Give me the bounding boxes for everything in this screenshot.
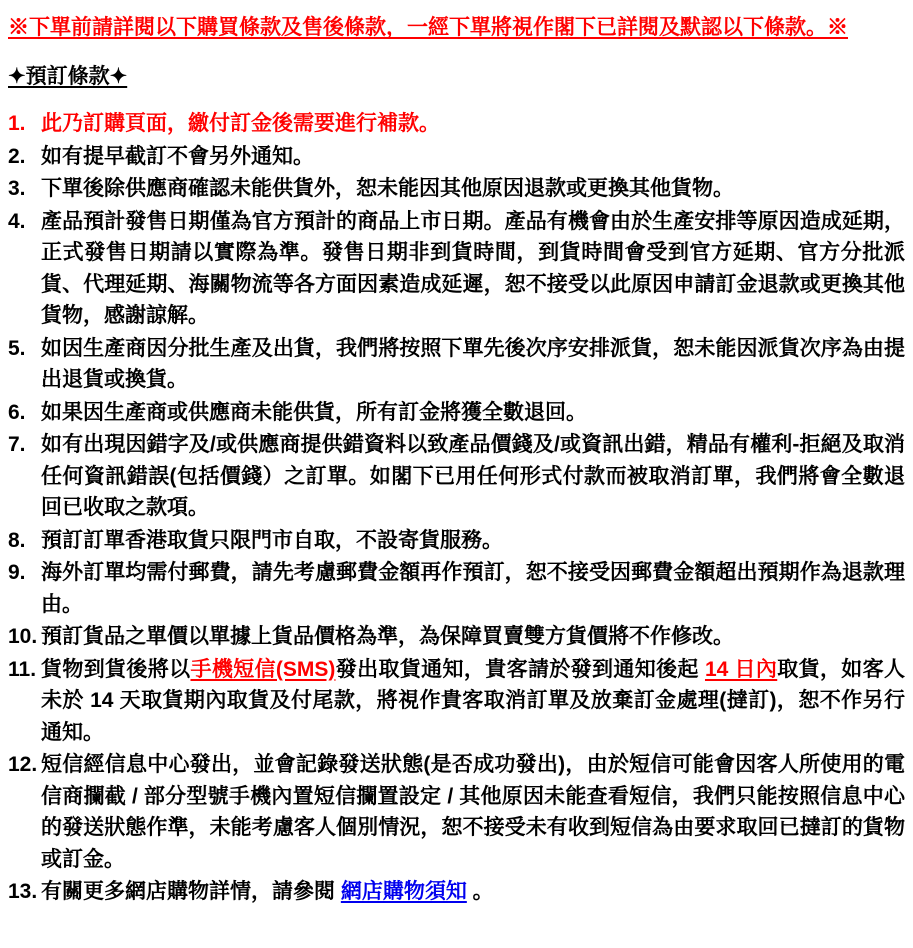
term-body [41, 112, 440, 135]
store-guide-link[interactable]: 網店購物須知 [340, 880, 467, 903]
page-title: ※下單前請詳閱以下購買條款及售後條款，一經下單將視作閣下已詳閱及默認以下條款。※ [8, 16, 848, 39]
term-text: 貨物到貨後將以 [41, 657, 191, 681]
term-item [8, 621, 905, 653]
term-body [41, 561, 905, 616]
term-number: 11. [8, 657, 37, 681]
term-number: 9. [8, 561, 26, 584]
term-text: 有關更多網店購物詳情，請參閱 [41, 880, 341, 903]
term-text: 發出取貨通知，貴客請於發到通知後起 [335, 657, 705, 681]
term-number: 3. [8, 177, 26, 200]
term-text: 。 [466, 880, 494, 903]
term-number: 1. [8, 112, 26, 135]
term-item [8, 173, 905, 205]
term-number: 7. [8, 433, 26, 456]
term-text: 海外訂單均需付郵費，請先考慮郵費金額再作預訂，恕不接受因郵費金額超出預期作為退款理由。 [41, 561, 905, 616]
term-text: 如有提早截訂不會另外通知。 [41, 144, 314, 168]
term-item [8, 397, 905, 429]
term-item [8, 749, 905, 875]
term-number: 4. [8, 209, 26, 233]
term-item [8, 108, 905, 140]
term-item [8, 206, 905, 332]
sms-highlight: 手機短信(SMS) [190, 657, 336, 681]
term-body [41, 753, 905, 871]
term-number: 10. [8, 625, 38, 648]
term-text: 下單後除供應商確認未能供貨外，恕未能因其他原因退款或更換其他貨物。 [41, 177, 734, 200]
term-text: 如有出現因錯字及/或供應商提供錯資料以致產品價錢及/或資訊出錯，精品有權利-拒絕及取消任何資訊錯誤(包括價錢）之訂單。如閣下已用任何形式付款而被取消訂單，我們將會全數退回已收取之款項。 [41, 433, 905, 519]
term-item [8, 876, 905, 908]
term-item [8, 333, 905, 396]
term-item [8, 525, 905, 557]
term-body [41, 337, 905, 392]
term-number: 13. [8, 880, 38, 903]
term-body [41, 145, 314, 168]
term-body [41, 625, 734, 648]
term-body [41, 210, 905, 328]
term-body [41, 658, 905, 744]
term-item [8, 141, 905, 173]
terms-list [8, 108, 905, 908]
term-text: 取貨，如客人未於 14 天取貨期內取貨及付尾款，將視作貴客取消訂單及放棄訂金處理(撻訂)，恕不作另行通知。 [41, 657, 906, 744]
term-body [41, 880, 494, 903]
pickup-days-highlight: 14 日內 [704, 657, 778, 681]
term-body [41, 433, 905, 519]
term-body [41, 177, 734, 200]
terms-page [8, 12, 905, 908]
term-text: 如果因生產商或供應商未能供貨，所有訂金將獲全數退回。 [41, 400, 587, 424]
term-text: 短信經信息中心發出，並會記錄發送狀態(是否成功發出)，由於短信可能會因客人所使用的電信商攔截 / 部分型號手機內置短信攔置設定 / 其他原因未能查看短信，我們只能按照信息中心的發送狀態作準，未能考慮客人個別情況，恕不接受未有收到短信為由要求取回已撻訂的貨物或訂金。 [41, 753, 905, 871]
term-text: 預訂貨品之單價以單據上貨品價格為準，為保障買賣雙方貨價將不作修改。 [41, 625, 734, 648]
term-number: 8. [8, 528, 26, 552]
term-text: 此乃訂購頁面，繳付訂金後需要進行補款。 [41, 112, 440, 135]
term-item [8, 429, 905, 524]
term-body [41, 529, 503, 552]
term-text: 如因生產商因分批生產及出貨，我們將按照下單先後次序安排派貨，恕未能因派貨次序為由提出退貨或換貨。 [41, 336, 905, 391]
term-number: 5. [8, 336, 26, 360]
term-text: 產品預計發售日期僅為官方預計的商品上市日期。產品有機會由於生產安排等原因造成延期，正式發售日期請以實際為準。發售日期非到貨時間，到貨時間會受到官方延期、官方分批派貨、代理延期、海關物流等各方面因素造成延遲，恕不接受以此原因申請訂金退款或更換其他貨物，感謝諒解。 [41, 209, 905, 327]
term-number: 12. [8, 753, 38, 776]
term-number: 2. [8, 144, 26, 168]
term-item [8, 557, 905, 620]
term-body [41, 401, 587, 424]
term-item [8, 654, 905, 749]
term-text: 預訂訂單香港取貨只限門市自取，不設寄貨服務。 [41, 528, 503, 552]
term-number: 6. [8, 400, 26, 424]
section-header-preorder-terms: ✦預訂條款✦ [8, 64, 128, 88]
